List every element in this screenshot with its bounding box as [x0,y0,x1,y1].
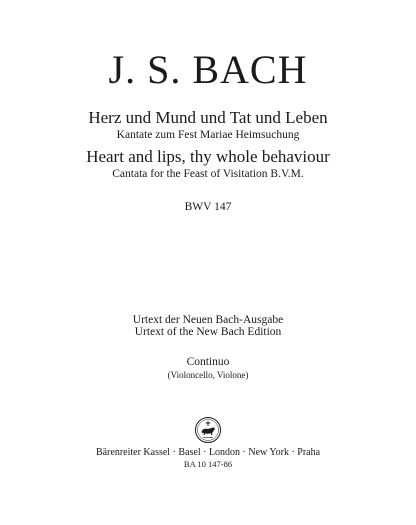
urtext-note-german: Urtext der Neuen Bach-Ausgabe [132,314,284,326]
catalog-number: BWV 147 [184,201,232,213]
edition-number: BA 10 147-86 [183,459,233,469]
baerenreiter-bear-seal-icon [194,416,222,444]
publisher-imprint: Bärenreiter Kassel · Basel · London · New York · Praha [95,447,321,458]
work-subtitle-german: Kantate zum Fest Mariae Heimsuchung [116,129,300,141]
part-instruments: (Violoncello, Violone) [167,370,249,380]
composer-name: J. S. BACH [108,47,308,92]
work-title-german: Herz und Mund und Tat und Leben [88,108,328,127]
work-title-english: Heart and lips, thy whole behaviour [86,147,330,166]
work-subtitle-english: Cantata for the Feast of Visitation B.V.M. [112,168,304,180]
part-name: Continuo [186,356,230,368]
urtext-note-english: Urtext of the New Bach Edition [134,326,282,338]
